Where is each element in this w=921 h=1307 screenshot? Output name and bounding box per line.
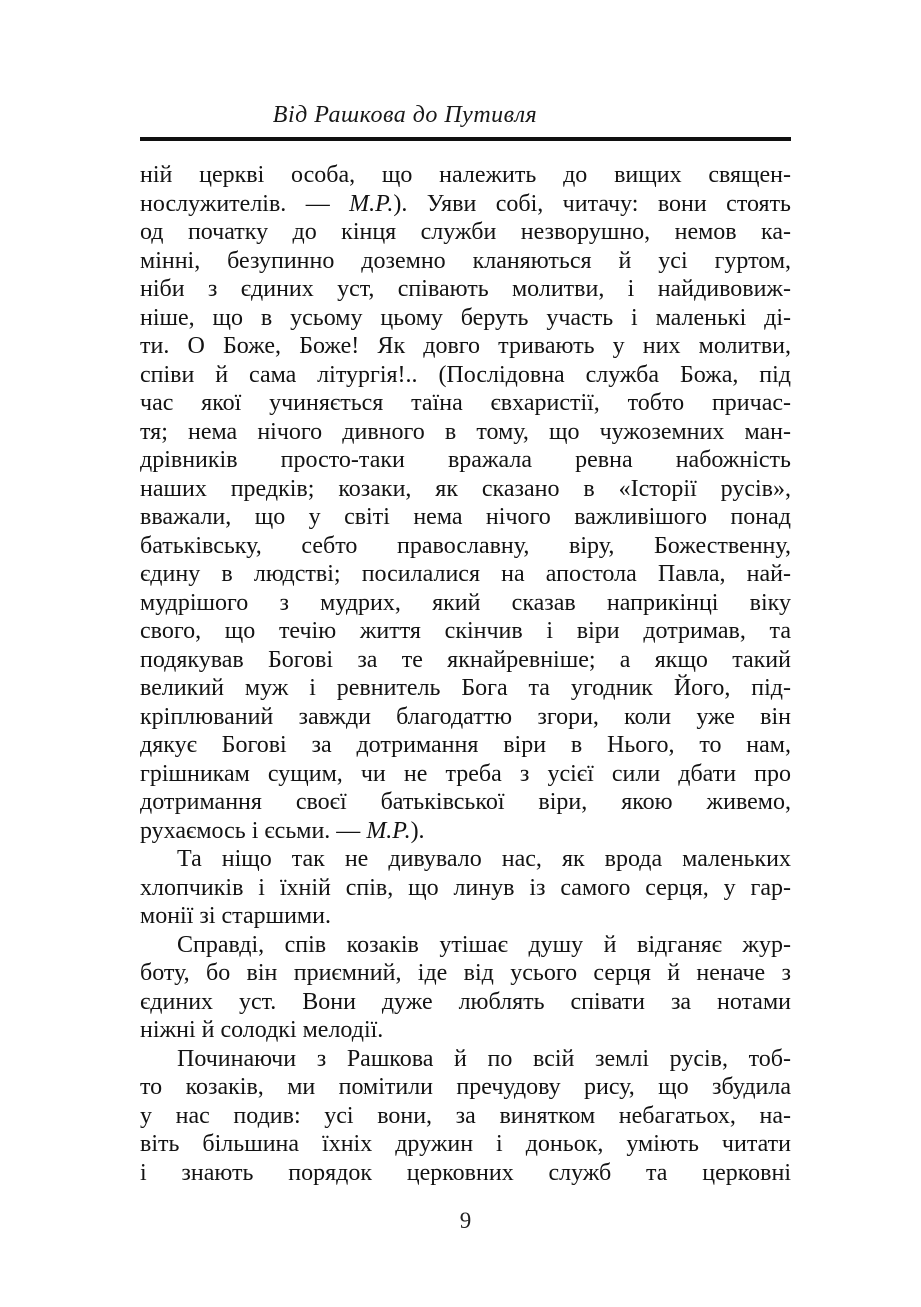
text-line: мінні, безупинно доземно кланяються й усі гуртом, [140, 247, 791, 274]
text-segment: ). Уяви собі, читачу: вони стоять [393, 190, 791, 217]
translator-initials: М.Р. [349, 190, 394, 217]
text-line [140, 817, 791, 846]
text-line: єдину в людстві; посилалися на апостола Павла, най- [140, 561, 791, 587]
text-line: Починаючи з Рашкова й по всій землі русів, тоб- [177, 1045, 791, 1072]
page-number: 9 [459, 1208, 472, 1233]
translator-initials: М.Р. [366, 817, 411, 844]
text-line: од початку до кінця служби незворушно, немов ка- [140, 219, 791, 245]
text-line: вважали, що у світі нема нічого важливішого понад [140, 504, 791, 530]
body-text [140, 161, 791, 1187]
text-line: ніжні й солодкі мелодії. [140, 1017, 384, 1043]
text-line: співи й сама літургія!.. (Послідовна служба Божа, під [140, 361, 791, 388]
text-line: монії зі старшими. [140, 903, 331, 929]
text-line: дотримання своєї батьківської віри, якою живемо, [140, 789, 791, 815]
text-line: час якої учиняється таїна євхаристії, тобто причас- [140, 390, 791, 416]
text-line: віть більшина їхніх дружин і доньок, уміють читати [140, 1131, 791, 1157]
text-line: ніше, що в усьому цьому беруть участь і маленькі ді- [140, 304, 791, 331]
text-line: то козаків, ми помітили пречудову рису, що збудила [140, 1074, 791, 1100]
text-line: свого, що течію життя скінчив і віри дотримав, та [140, 618, 791, 644]
text-segment: ). [410, 817, 425, 844]
text-line: дрівників просто-таки вражала ревна набожність [140, 447, 791, 473]
header-rule [140, 137, 791, 141]
text-line: хлопчиків і їхній спів, що линув із самого серця, у гар- [140, 874, 791, 901]
text-line: ній церкві особа, що належить до вищих священ- [140, 162, 791, 188]
text-line: Та ніщо так не дивувало нас, як врода маленьких [177, 846, 791, 872]
text-line: ти. О Боже, Боже! Як довго тривають у них молитви, [140, 333, 791, 359]
text-segment: рухаємось і єсьми. — [140, 817, 367, 844]
text-line [140, 190, 791, 219]
text-line: єдиних уст. Вони дуже люблять співати за нотами [140, 988, 791, 1015]
text-line: батьківську, себто православну, віру, Божественну, [140, 532, 791, 559]
text-line: кріплюваний завжди благодаттю згори, коли уже він [140, 703, 791, 730]
running-head-title: Від Рашкова до Путивля [272, 102, 538, 128]
text-segment: нослужителів. — [140, 190, 350, 217]
text-line: наших предків; козаки, як сказано в «Історії русів», [140, 475, 791, 502]
text-line: дякує Богові за дотримання віри в Нього, то нам, [140, 732, 791, 758]
text-line: великий муж і ревнитель Бога та угодник Його, під- [140, 675, 791, 701]
text-line: боту, бо він приємний, іде від усього серця й неначе з [140, 960, 791, 986]
text-line: у нас подив: усі вони, за винятком небагатьох, на- [140, 1102, 791, 1129]
text-line: мудрішого з мудрих, який сказав наприкінці віку [140, 589, 791, 616]
text-line: ніби з єдиних уст, співають молитви, і найдивовиж- [140, 276, 791, 302]
text-line: і знають порядок церковних служб та церковні [140, 1159, 791, 1186]
text-line: тя; нема нічого дивного в тому, що чужоземних ман- [140, 418, 791, 445]
text-line: грішникам сущим, чи не треба з усієї сили дбати про [140, 760, 791, 787]
text-line: подякував Богові за те якнайревніше; а якщо такий [140, 646, 791, 673]
text-line: Справді, спів козаків утішає душу й відганяє жур- [177, 931, 791, 958]
